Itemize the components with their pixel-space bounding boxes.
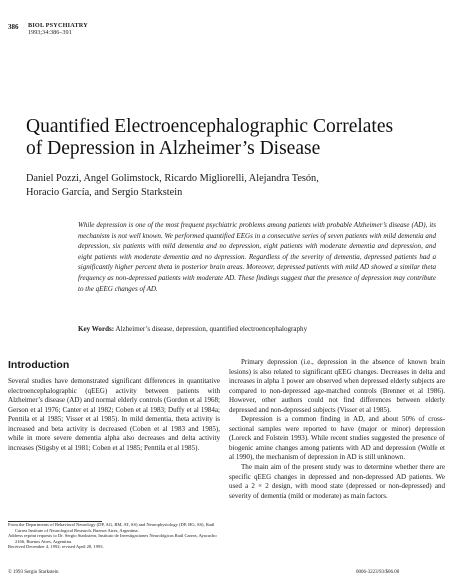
footnote-affiliation: From the Departments of Behavioral Neurology (DP, AG, RM, AT, SS) and Neurophysiology (DP, HG, SS), Raúl Carrea Institute of Neurological Research, Buenos Aires, Argentina. — [8, 522, 215, 533]
title-line: Quantified Electroencephalographic Correlates — [26, 116, 394, 137]
body-paragraph: The main aim of the present study was to determine whether there are specific qEEG changes in depressed and non-depressed AD patients. We used a 2 × 2 design, with mood state (depressed or non-depressed) and severity of dementia (mild or moderate) as main factors. — [229, 463, 445, 500]
title-line: of Depression in Alzheimer’s Disease — [26, 138, 321, 159]
body-paragraph: Several studies have demonstrated significant differences in quantitative electroencephalographic (qEEG) activity between patients with Alzheimer’s disease (AD) and normal elderly controls (Gordon et al 1968; Gerson et al 1976; Canter et al 1982; Coben et al 1983; Duffy et al 1984a; Penttila et al 1985; Visser et al 1985). In mild dementia, theta activity is increased and beta activity is decreased (Coben et al 1983 and 1985), while in more severe dementia alpha also decreases and delta activity increases (Stigsby et al 1981; Coben et al 1985; Penttila et al 1985). — [8, 377, 220, 452]
page-number: 386 — [8, 23, 19, 31]
keywords — [78, 325, 438, 334]
body-paragraph: Depression is a common finding in AD, and about 50% of cross-sectional samples were reported to have (major or minor) depression (Loreck and Folstein 1993). While recent studies suggested the presence of biogenic amine changes among patients with AD and depression (Wolfe et al 1990), the mechanism of depression in AD is still unknown. — [229, 415, 445, 462]
author-list — [26, 172, 446, 199]
section-heading-introduction: Introduction — [8, 359, 70, 371]
journal-header — [28, 22, 88, 36]
authors-line: Horacio García, and Sergio Starkstein — [26, 186, 183, 198]
article-title — [26, 116, 446, 160]
authors-line: Daniel Pozzi, Angel Golimstock, Ricardo Migliorelli, Alejandra Tesón, — [26, 173, 319, 184]
keywords-label: Key Words: — [78, 325, 115, 333]
left-column — [8, 377, 220, 453]
body-paragraph: Primary depression (i.e., depression in the absence of known brain lesions) is also related to significant qEEG changes. Decreases in delta and increases in alpha 1 power are observed when depressed elderly subjects are compared to non-depressed age-matched controls (Brenner et al 1986). However, other authors could not find differences between elderly depressed and non-depressed subjects (Visser et al 1985). — [229, 358, 445, 414]
footnotes — [8, 522, 220, 550]
right-column — [229, 358, 445, 501]
article-code: 0006-3223/93/$06.00 — [356, 570, 400, 575]
footnote-received: Received December 4, 1992; revised April 28, 1993. — [8, 544, 104, 550]
copyright-line: © 1993 Sergio Starkstein — [8, 570, 59, 575]
journal-citation: 1993;34:386–391 — [28, 29, 72, 37]
keywords-text: Alzheimer’s disease, depression, quantified electroencephalography — [115, 325, 308, 333]
abstract: While depression is one of the most frequent psychiatric problems among patients with probable Alzheimer’s disease (AD), its mechanism is not well known. We performed quantified EEGs in a consecutive series of seven patients with mild dementia and depression, six patients with mild dementia and no depression, eight patients with moderate dementia and depression, and eight patients with moderate dementia and no depression. Regardless of the severity of dementia, depressed patients had a significantly higher percent theta in posterior brain areas. Moreover, depressed patients with mild AD showed a similar theta frequency as non-depressed patients with moderate AD. These findings suggest that the presence of depression may contribute to the qEEG changes of AD. — [78, 221, 436, 293]
journal-name: BIOL PSYCHIATRY — [28, 22, 88, 29]
footnote-address: Address reprint requests to Dr. Sergio Starkstein, Instituto de Investigaciones Neurológicas Raúl Carrea, Ayacucho 2166, Buenos Aires, Argentina. — [8, 533, 217, 544]
